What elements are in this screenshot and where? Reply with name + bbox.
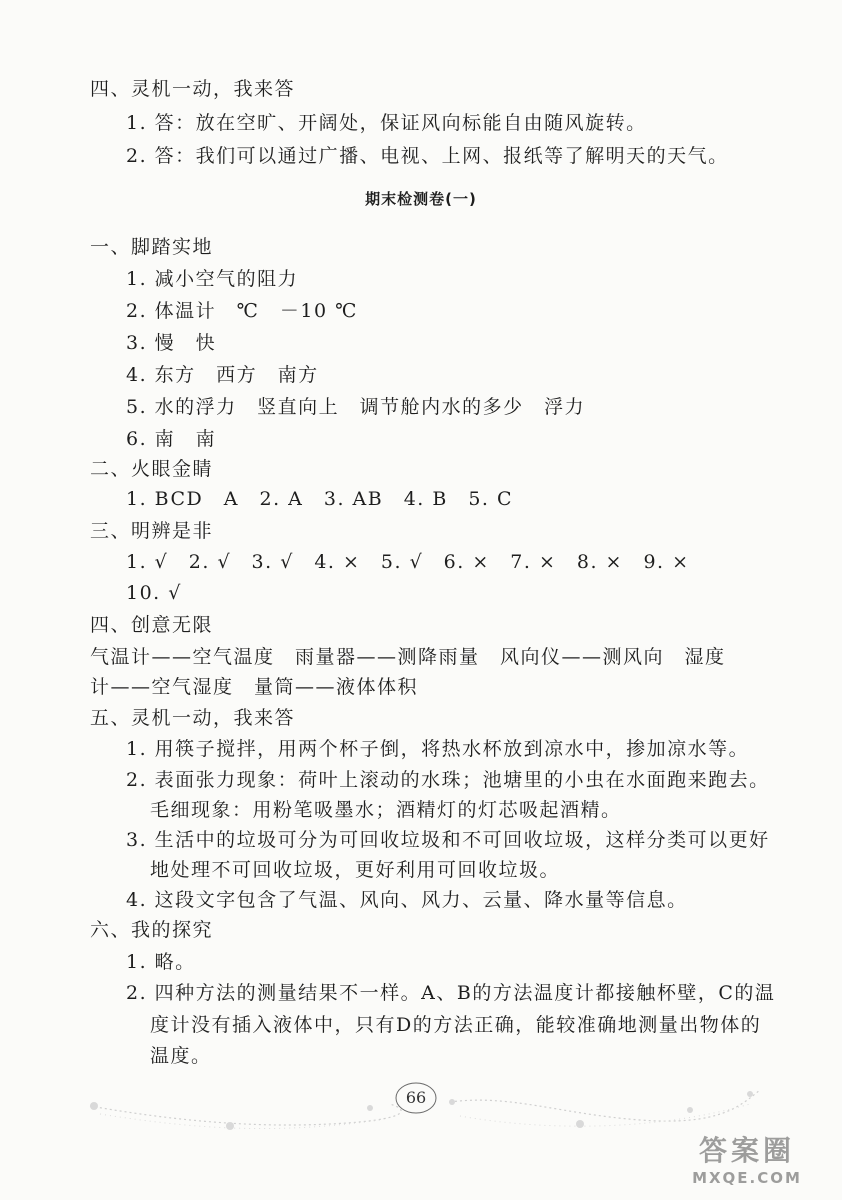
answer-line: 毛细现象：用粉笔吸墨水；酒精灯的灯芯吸起酒精。 xyxy=(150,799,622,821)
answer-line: 度计没有插入液体中，只有D的方法正确，能较准确地测量出物体的 xyxy=(150,1014,762,1036)
section-6-heading: 六、我的探究 xyxy=(90,919,214,941)
page-title: 期末检测卷(一) xyxy=(365,190,477,208)
answer-line: 1. 用筷子搅拌，用两个杯子倒，将热水杯放到凉水中，掺加凉水等。 xyxy=(126,738,750,760)
answer-line: 温度。 xyxy=(150,1045,212,1067)
answer-line: 1. 减小空气的阻力 xyxy=(126,268,299,290)
answer-line: 2. 四种方法的测量结果不一样。A、B的方法温度计都接触杯壁，C的温 xyxy=(126,982,776,1004)
answer-line: 1. √ 2. √ 3. √ 4. × 5. √ 6. × 7. × 8. × 9. × xyxy=(126,551,690,573)
section-3-heading: 三、明辨是非 xyxy=(90,520,214,542)
answer-line: 计——空气湿度 量筒——液体体积 xyxy=(90,676,419,698)
answer-line: 气温计——空气温度 雨量器——测降雨量 风向仪——测风向 湿度 xyxy=(90,646,726,668)
answer-line: 4. 这段文字包含了气温、风向、风力、云量、降水量等信息。 xyxy=(126,889,688,911)
section-2-heading: 二、火眼金睛 xyxy=(90,458,214,480)
answer-line: 2. 表面张力现象：荷叶上滚动的水珠；池塘里的小虫在水面跑来跑去。 xyxy=(126,769,770,791)
answer-line: 1. 略。 xyxy=(126,951,196,973)
prev-answer-2: 2. 答：我们可以通过广播、电视、上网、报纸等了解明天的天气。 xyxy=(126,145,729,167)
section-1-heading: 一、脚踏实地 xyxy=(90,236,214,258)
answer-line: 4. 东方 西方 南方 xyxy=(126,364,319,386)
answer-line: 10. √ xyxy=(126,582,182,604)
answer-line: 5. 水的浮力 竖直向上 调节舱内水的多少 浮力 xyxy=(126,396,586,418)
section-5-heading: 五、灵机一动，我来答 xyxy=(90,707,296,729)
answer-line: 3. 慢 快 xyxy=(126,332,217,354)
watermark xyxy=(662,1134,832,1194)
answer-line: 1. BCD A 2. A 3. AB 4. B 5. C xyxy=(126,488,514,510)
watermark-logo-text: 答案圈 xyxy=(698,1134,795,1167)
watermark-url: MXQE.COM xyxy=(692,1169,802,1187)
prev-section-heading: 四、灵机一动，我来答 xyxy=(90,78,296,100)
answer-line: 地处理不可回收垃圾，更好利用可回收垃圾。 xyxy=(150,859,561,881)
answer-line: 3. 生活中的垃圾可分为可回收垃圾和不可回收垃圾，这样分类可以更好 xyxy=(126,829,770,851)
answer-line: 2. 体温计 ℃ －10 ℃ xyxy=(126,300,358,322)
answer-line: 6. 南 南 xyxy=(126,428,217,450)
section-4-heading: 四、创意无限 xyxy=(90,614,214,636)
page-number: 66 xyxy=(405,1088,427,1107)
prev-answer-1: 1. 答：放在空旷、开阔处，保证风向标能自由随风旋转。 xyxy=(126,112,647,134)
